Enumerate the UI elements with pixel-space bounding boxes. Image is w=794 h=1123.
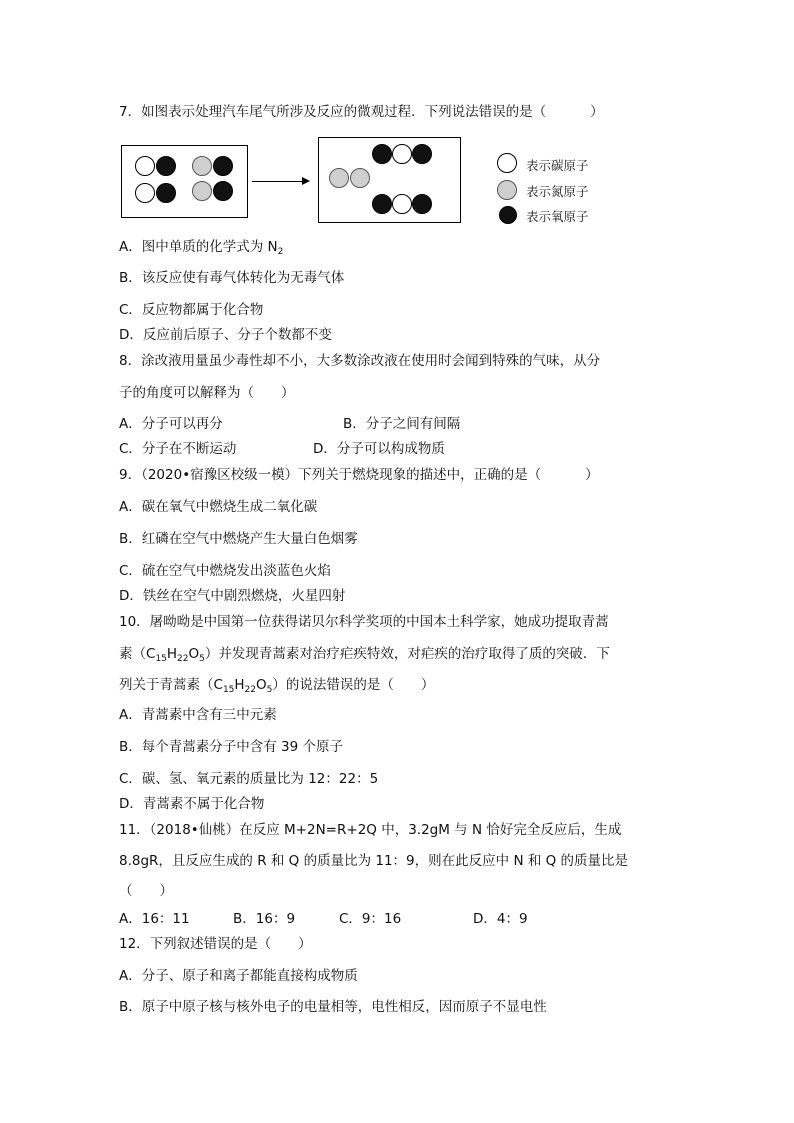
nitrogen-atom (192, 156, 212, 176)
q11-option-d: D．4：9 (473, 911, 528, 927)
nitrogen-atom (192, 181, 212, 201)
q10-option-c: C．碳、氢、氧元素的质量比为 12：22：5 (119, 771, 379, 787)
q9-option-b: B．红磷在空气中燃烧产生大量白色烟雾 (119, 531, 358, 547)
q7-option-b: B．该反应使有毒气体转化为无毒气体 (119, 270, 345, 286)
reaction-arrow-icon (252, 181, 308, 182)
q8-stem-line1: 8．涂改液用量虽少毒性却不小，大多数涂改液在使用时会闻到特殊的气味，从分 (119, 353, 601, 369)
q10-option-d: D．青蒿素不属于化合物 (119, 796, 265, 812)
q8-option-a: A．分子可以再分 (119, 416, 223, 432)
q11-stem-line1: 11．（2018•仙桃）在反应 M+2N=R+2Q 中，3.2gM 与 N 恰好完全反应后，生成 (119, 822, 622, 838)
oxygen-atom (412, 194, 432, 214)
q8-option-b: B．分子之间有间隔 (343, 416, 461, 432)
q11-stem-line2: 8.8gR，且反应生成的 R 和 Q 的质量比为 11：9，则在此反应中 N 和 Q 的质量比是 (119, 853, 629, 869)
q12-stem: 12．下列叙述错误的是（ ） (119, 936, 312, 952)
products-box (318, 137, 461, 223)
oxygen-atom (372, 194, 392, 214)
q11-option-c: C．9：16 (339, 911, 402, 927)
legend-oxygen-label: 表示氧原子 (526, 209, 589, 224)
legend-nitrogen-label: 表示氮原子 (526, 184, 589, 199)
oxygen-atom (213, 156, 233, 176)
carbon-atom (135, 183, 155, 203)
q7-stem: 7．如图表示处理汽车尾气所涉及反应的微观过程．下列说法错误的是（ ） (119, 104, 604, 120)
q12-option-a: A．分子、原子和离子都能直接构成物质 (119, 968, 358, 984)
q8-option-d: D．分子可以构成物质 (313, 441, 445, 457)
q8-stem-line2: 子的角度可以解释为（ ） (119, 385, 295, 401)
q10-option-a: A．青蒿素中含有三中元素 (119, 707, 277, 723)
carbon-atom (392, 144, 412, 164)
q10-option-b: B．每个青蒿素分子中含有 39 个原子 (119, 739, 344, 755)
oxygen-atom (372, 144, 392, 164)
q7-option-a: A．图中单质的化学式为 $N_2$ (119, 239, 284, 257)
oxygen-atom (213, 181, 233, 201)
q8-option-c: C．分子在不断运动 (119, 441, 237, 457)
oxygen-legend-icon (499, 206, 517, 224)
q9-stem: 9．（2020•宿豫区校级一模）下列关于燃烧现象的描述中，正确的是（ ） (119, 467, 599, 483)
q7-option-c: C．反应物都属于化合物 (119, 302, 264, 318)
carbon-atom (392, 194, 412, 214)
q11-option-b: B．16：9 (233, 911, 296, 927)
q11-option-a: A．16：11 (119, 911, 190, 927)
q7-option-d: D．反应前后原子、分子个数都不变 (119, 327, 332, 343)
legend-carbon-label: 表示碳原子 (526, 158, 589, 173)
nitrogen-legend-icon (497, 180, 517, 200)
q10-stem-line3: 列关于青蒿素$(C_{15}H_{22}O_5)$的说法错误的是（ ） (119, 677, 435, 695)
nitrogen-atom (350, 168, 370, 188)
q10-stem-line1: 10．屠呦呦是中国第一位获得诺贝尔科学奖项的中国本土科学家，她成功提取青蒿 (119, 614, 609, 630)
reactants-box (121, 145, 248, 218)
q9-option-d: D．铁丝在空气中剧烈燃烧，火星四射 (119, 588, 346, 604)
oxygen-atom (412, 144, 432, 164)
q9-option-c: C．硫在空气中燃烧发出淡蓝色火焰 (119, 563, 331, 579)
carbon-legend-icon (497, 153, 517, 173)
q9-option-a: A．碳在氧气中燃烧生成二氧化碳 (119, 499, 318, 515)
nitrogen-atom (329, 168, 349, 188)
q12-option-b: B．原子中原子核与核外电子的电量相等，电性相反，因而原子不显电性 (119, 999, 547, 1015)
oxygen-atom (156, 156, 176, 176)
q10-stem-line2: 素$(C_{15}H_{22}O_5)$并发现青蒿素对治疗疟疾特效，对疟疾的治疗取得了质的突破．下 (119, 646, 610, 664)
q11-stem-line3: （ ） (119, 883, 173, 899)
oxygen-atom (156, 183, 176, 203)
carbon-atom (135, 156, 155, 176)
